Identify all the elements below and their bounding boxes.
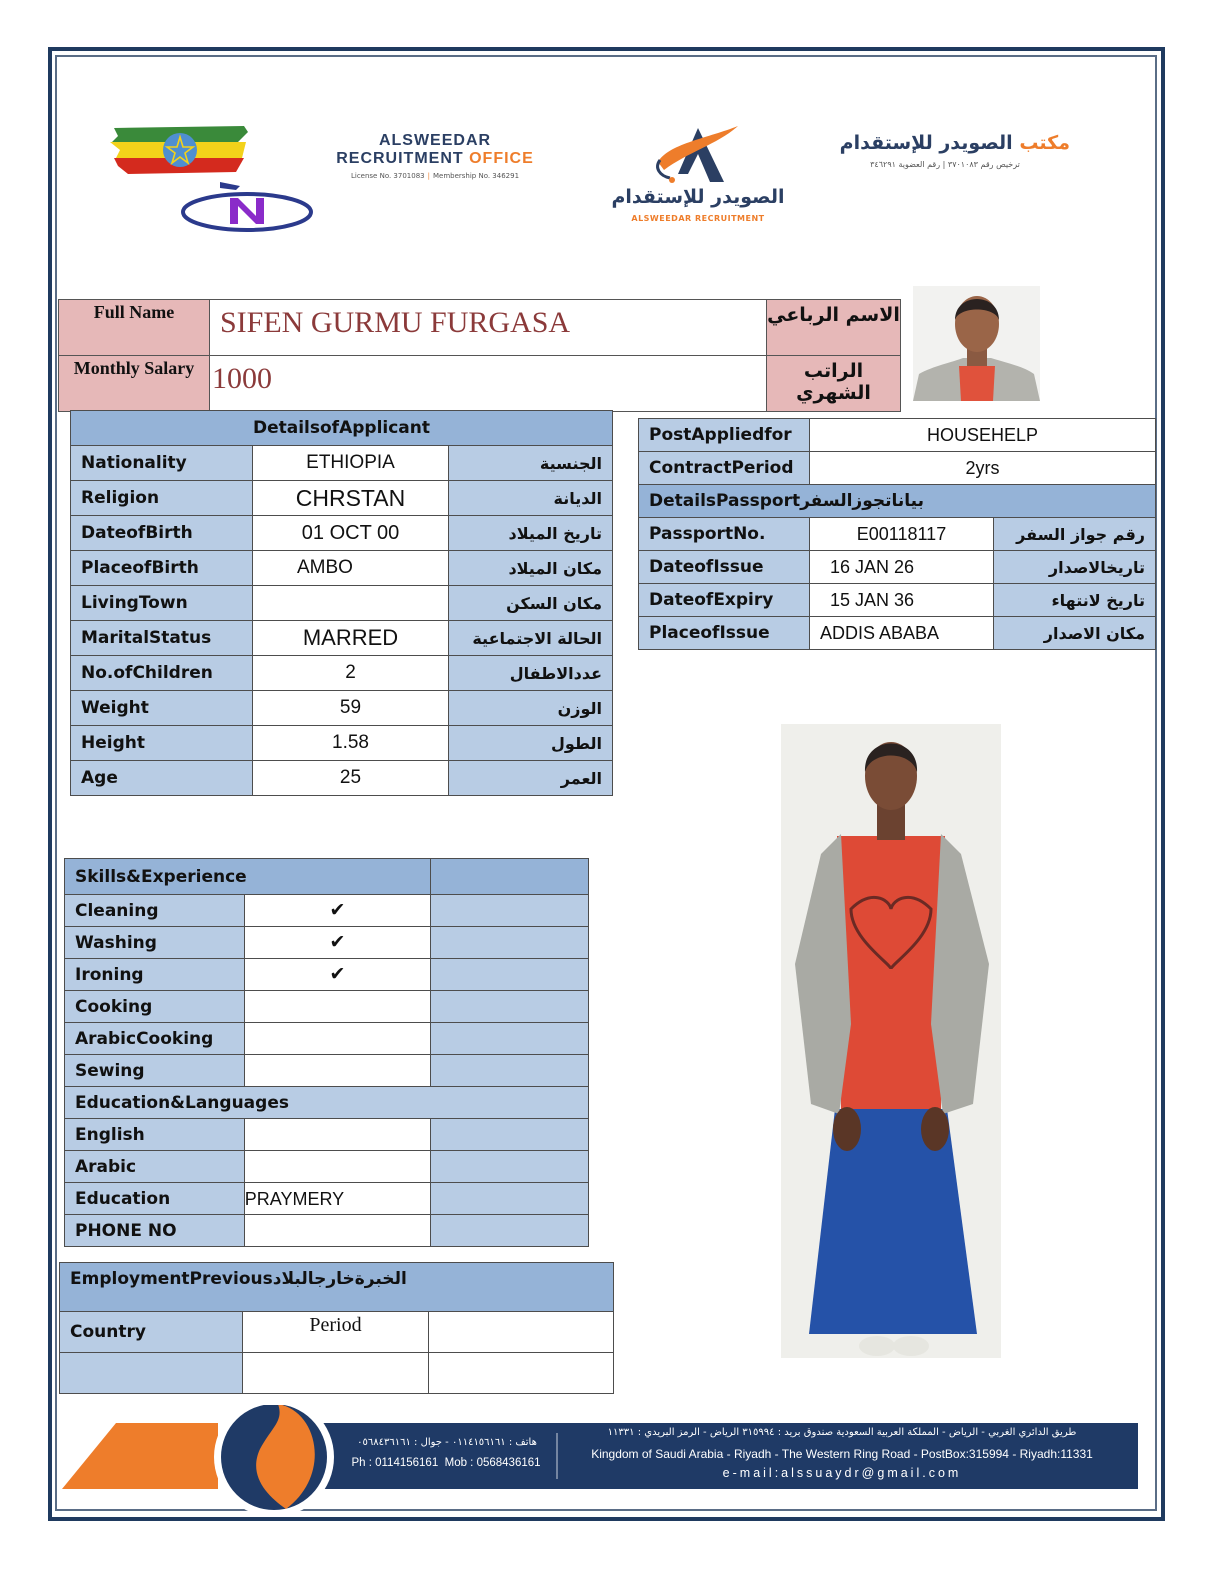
country-value: [60, 1353, 243, 1394]
edu-label: Arabic: [65, 1151, 245, 1183]
living-town-value: [253, 586, 449, 621]
applicant-table-title: DetailsofApplicant: [71, 411, 613, 446]
row-label: PassportNo.: [639, 518, 810, 551]
row-arabic-label: رقم جواز السفر: [994, 518, 1156, 551]
applicant-full-body-photo: [781, 724, 1001, 1358]
weight-value: 59: [253, 691, 449, 726]
skill-label: Sewing: [65, 1055, 245, 1087]
membership-number: Membership No. 346291: [432, 172, 520, 180]
row-arabic-label: الطول: [449, 726, 613, 761]
skills-header-row: [65, 859, 589, 895]
row-label: Age: [71, 761, 253, 796]
row-label: LivingTown: [71, 586, 253, 621]
period-label: Period: [243, 1312, 429, 1353]
alsweedar-english-logo: [320, 132, 550, 180]
employment-section-title: EmploymentPreviousالخبرةخارجالبلاد: [60, 1263, 614, 1312]
table-row: [65, 1215, 589, 1247]
skill-label: Ironing: [65, 959, 245, 991]
skill-mark: [244, 991, 430, 1023]
post-passport-table: [638, 418, 1156, 650]
table-row: [65, 1055, 589, 1087]
row-arabic-label: الجنسية: [449, 446, 613, 481]
row-arabic-label: مكان الاصدار: [994, 617, 1156, 650]
arabic-value: [244, 1151, 430, 1183]
arabic-office-word: مكتب: [1019, 132, 1070, 154]
skill-extra: [431, 1023, 589, 1055]
post-value: HOUSEHELP: [810, 419, 1156, 452]
skill-label: Washing: [65, 927, 245, 959]
row-arabic-label: عددالاطفال: [449, 656, 613, 691]
ethiopia-flag-logo: [108, 124, 250, 176]
skills-table-title: Skills&Experience: [65, 859, 431, 895]
edu-label: Education: [65, 1183, 245, 1215]
logo-english-name: ALSWEEDAR RECRUITMENT: [631, 214, 765, 223]
logo-line-2: [320, 150, 550, 168]
edu-extra: [431, 1215, 589, 1247]
table-row: [71, 761, 613, 796]
contract-value: 2yrs: [810, 452, 1156, 485]
check-icon: ✔: [244, 895, 430, 927]
logo-office: OFFICE: [469, 150, 534, 167]
row-label: DateofExpiry: [639, 584, 810, 617]
row-label: Weight: [71, 691, 253, 726]
employment-label-row: [60, 1312, 614, 1353]
name-salary-table: [58, 299, 901, 412]
expiry-date-value: 15 JAN 36: [810, 584, 994, 617]
table-row: [71, 481, 613, 516]
skill-extra: [431, 895, 589, 927]
education-value: PRAYMERY: [244, 1183, 430, 1215]
arabic-office-name: الصويدر للإستقدام: [839, 132, 1020, 154]
full-name-value: SIFEN GURMU FURGASA: [210, 300, 767, 356]
children-value: 2: [253, 656, 449, 691]
english-value: [244, 1119, 430, 1151]
footer-address-arabic: طريق الدائري الغربي - الرياض - المملكة العربية السعودية صندوق بريد : ٣١٥٩٩٤ الرياض - الرمز البريدي : ١١٣٣١: [607, 1427, 1077, 1438]
contract-label: ContractPeriod: [639, 452, 810, 485]
table-row: [71, 586, 613, 621]
height-value: 1.58: [253, 726, 449, 761]
table-row: [639, 518, 1156, 551]
period-value: [243, 1353, 429, 1394]
table-row: [71, 621, 613, 656]
row-label: PlaceofIssue: [639, 617, 810, 650]
row-label: Religion: [71, 481, 253, 516]
row-label: Height: [71, 726, 253, 761]
passport-section-title: DetailsPassportبياناتجوزالسفر: [639, 485, 1156, 518]
row-arabic-label: مكان الميلاد: [449, 551, 613, 586]
table-row: [71, 516, 613, 551]
date-of-birth-value: 01 OCT 00: [253, 516, 449, 551]
phone-value: [244, 1215, 430, 1247]
country-label: Country: [60, 1312, 243, 1353]
applicant-details-table: [70, 410, 613, 796]
religion-value: CHRSTAN: [253, 481, 449, 516]
table-row: [639, 551, 1156, 584]
education-section-title: Education&Languages: [65, 1087, 589, 1119]
alsweedar-a-logo: [608, 124, 788, 234]
row-arabic-label: العمر: [449, 761, 613, 796]
employment-entry-row: [60, 1353, 614, 1394]
salary-row: [59, 356, 901, 412]
license-number: License No. 3701083: [350, 172, 425, 180]
table-row: [71, 726, 613, 761]
salary-value: 1000: [210, 356, 767, 412]
row-arabic-label: الحالة الاجتماعية: [449, 621, 613, 656]
table-row: [65, 991, 589, 1023]
row-label: DateofBirth: [71, 516, 253, 551]
education-header-row: [65, 1087, 589, 1119]
row-label: MaritalStatus: [71, 621, 253, 656]
full-name-arabic-label: الاسم الرباعي: [767, 300, 901, 356]
edu-extra: [431, 1119, 589, 1151]
table-row: [65, 959, 589, 991]
employment-table: [59, 1262, 614, 1394]
nationality-value: ETHIOPIA: [253, 446, 449, 481]
skill-label: Cooking: [65, 991, 245, 1023]
check-icon: ✔: [244, 927, 430, 959]
row-label: Nationality: [71, 446, 253, 481]
table-row: [71, 691, 613, 726]
post-row: [639, 419, 1156, 452]
arabic-license-line: ترخيص رقم ٣٧٠١٠٨٣ | رقم العضوية ٣٤٦٢٩١: [870, 160, 1020, 169]
salary-arabic-label: الراتب الشهري: [767, 356, 901, 412]
logo-line-1: ALSWEEDAR: [378, 132, 492, 149]
applicant-portrait-photo: [913, 286, 1040, 401]
skill-label: Cleaning: [65, 895, 245, 927]
arabic-office-title: [820, 132, 1070, 154]
table-row: [639, 617, 1156, 650]
full-name-row: [59, 300, 901, 356]
footer-banner: [60, 1405, 1140, 1515]
footer-address-english: Kingdom of Saudi Arabia - Riyadh - The Western Ring Road - PostBox:315994 - Riyadh:11331: [591, 1447, 1093, 1461]
place-of-issue-value: ADDIS ABABA: [810, 617, 994, 650]
row-arabic-label: تاريخالاصدار: [994, 551, 1156, 584]
table-row: [65, 1023, 589, 1055]
table-row: [71, 446, 613, 481]
employment-extra: [429, 1312, 614, 1353]
place-of-birth-value: AMBO: [253, 551, 449, 586]
edu-label: English: [65, 1119, 245, 1151]
table-row: [71, 551, 613, 586]
passport-number-value: E00118117: [810, 518, 994, 551]
issue-date-value: 16 JAN 26: [810, 551, 994, 584]
logo-license-line: License No. 3701083 | Membership No. 346291: [350, 172, 520, 180]
skill-extra: [431, 1055, 589, 1087]
skill-extra: [431, 991, 589, 1023]
skill-mark: [244, 1023, 430, 1055]
skill-extra: [431, 959, 589, 991]
row-label: DateofIssue: [639, 551, 810, 584]
footer-email[interactable]: e-mail:alssuaydr@gmail.com: [722, 1466, 962, 1480]
row-arabic-label: تاريخ لانتهاء: [994, 584, 1156, 617]
contract-row: [639, 452, 1156, 485]
passport-header-row: [639, 485, 1156, 518]
skills-table: [64, 858, 589, 1247]
full-name-label: Full Name: [59, 300, 210, 356]
age-value: 25: [253, 761, 449, 796]
skill-mark: [244, 1055, 430, 1087]
skill-extra: [431, 927, 589, 959]
edu-label: PHONE NO: [65, 1215, 245, 1247]
arabic-office-logo: [820, 132, 1070, 169]
table-row: [639, 584, 1156, 617]
logo-recruitment: RECRUITMENT: [336, 150, 470, 167]
table-row: [65, 1119, 589, 1151]
marital-status-value: MARRED: [253, 621, 449, 656]
row-label: PlaceofBirth: [71, 551, 253, 586]
table-row: [65, 1183, 589, 1215]
check-icon: ✔: [244, 959, 430, 991]
table-row: [65, 1151, 589, 1183]
applicant-header-row: [71, 411, 613, 446]
row-label: No.ofChildren: [71, 656, 253, 691]
footer-phone-english: Ph : 0114156161 Mob : 0568436161: [351, 1457, 541, 1469]
skills-header-blank: [431, 859, 589, 895]
post-label: PostAppliedfor: [639, 419, 810, 452]
edu-extra: [431, 1183, 589, 1215]
row-arabic-label: الوزن: [449, 691, 613, 726]
row-arabic-label: تاريخ الميلاد: [449, 516, 613, 551]
skill-label: ArabicCooking: [65, 1023, 245, 1055]
edu-extra: [431, 1151, 589, 1183]
employment-extra-value: [429, 1353, 614, 1394]
table-row: [65, 927, 589, 959]
row-arabic-label: مكان السكن: [449, 586, 613, 621]
n-travel-logo: [180, 180, 314, 234]
salary-label: Monthly Salary: [59, 356, 210, 412]
employment-header-row: [60, 1263, 614, 1312]
table-row: [71, 656, 613, 691]
row-arabic-label: الديانة: [449, 481, 613, 516]
footer-phone-arabic: هاتف : ٠١١٤١٥٦١٦١ - جوال : ٠٥٦٨٤٣٦١٦١: [357, 1437, 537, 1448]
table-row: [65, 895, 589, 927]
logo-arabic-name: الصويدر للإستقدام: [611, 186, 785, 208]
